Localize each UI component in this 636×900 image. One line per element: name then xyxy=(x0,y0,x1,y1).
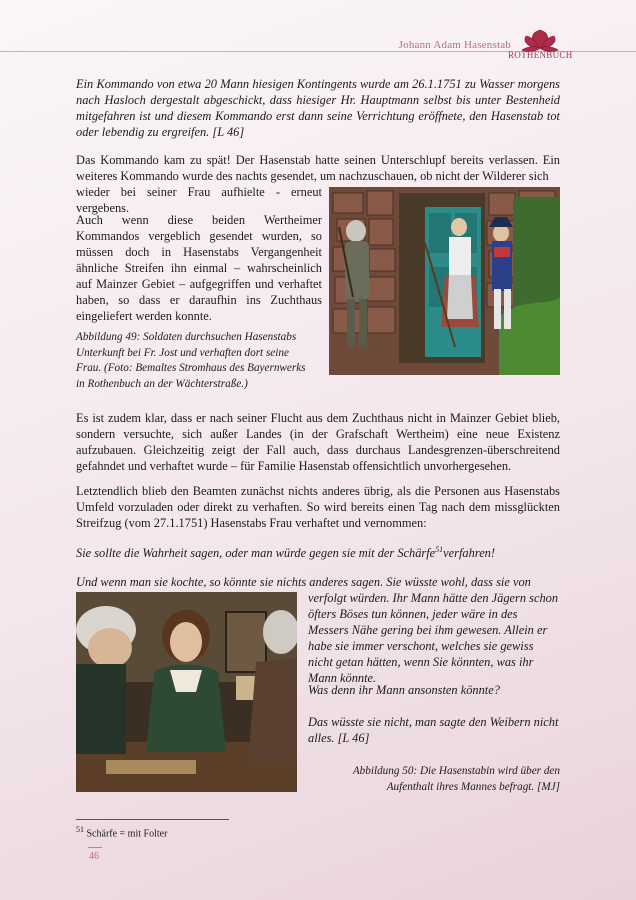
quote-paragraph-4: Was denn ihr Mann ansonsten könnte? xyxy=(308,683,500,697)
figure-50-image xyxy=(76,592,297,792)
page-number-rule xyxy=(88,847,102,848)
paragraph-1: Das Kommando kam zu spät! Der Hasenstab hatte seinen Unterschlupf bereits verlassen. Ein weiteres Kommando wurde des nachts gesendet, um nachzuschauen, ob nicht der Wilderer sich xyxy=(76,153,560,183)
quote-paragraph-2 xyxy=(76,542,560,561)
footnote-ref: 51 xyxy=(435,545,444,554)
figure-49-caption: Abbildung 49: Soldaten durchsuchen Hasenstabs Unterkunft bei Fr. Jost und verhaften dort seine Frau. (Foto: Bemaltes Stromhaus des Bayernwerks in Rothenbuch an der Wächterstraße.) xyxy=(76,331,306,390)
paragraph-4: Letztendlich blieb den Beamten zunächst nichts anderes übrig, als die Personen aus Hasenstabs Umfeld vorzuladen oder direkt zu verhaften. So wird bereits einen Tag nach dem missglückten Streifzug (vom 27.1.1751) Hasenstabs Frau verhaftet und vernommen: xyxy=(76,484,560,530)
running-title: Johann Adam Hasenstab xyxy=(398,39,511,51)
footnote xyxy=(76,825,167,839)
quote-paragraph-3: Und wenn man sie kochte, so könnte sie nichts anderes sagen. Sie wüsste wohl, dass sie von xyxy=(76,575,531,589)
quote-2-text: Sie sollte die Wahrheit sagen, oder man würde gegen sie mit der Schärfe xyxy=(76,546,436,561)
footnote-text: Schärfe = mit Folter xyxy=(84,828,168,840)
quote-2-text-end: verfahren! xyxy=(443,546,496,561)
figure-50-caption: Abbildung 50: Die Hasenstabin wird über den Aufenthalt ihres Mannes befragt. [MJ] xyxy=(352,765,560,793)
quote-paragraph-5: Das wüsste sie nicht, man sagte den Weibern nicht alles. [L 46] xyxy=(308,715,559,745)
logo-text: ROTHENBUCH xyxy=(508,50,573,60)
quote-paragraph-3-continued: verfolgt würden. Ihr Mann hätte den Jägern schon öfters Böses tun können, jeder wäre in des Messers Nähe gering bei ihm gewesen. Allein er habe sie immer verschont, welches sie gewiss nicht getan hätten, wenn Sie könnten, was ihr Mann könnte. xyxy=(308,591,559,685)
footnote-number: 51 xyxy=(76,825,84,834)
figure-49-image xyxy=(329,187,560,375)
paragraph-1-continued: wieder bei seiner Frau aufhielte - erneut vergebens. xyxy=(76,185,322,215)
paragraph-3: Es ist zudem klar, dass er nach seiner Flucht aus dem Zuchthaus nicht in Mainzer Gebiet blieb, sondern versuchte, sich außer Landes (in der Grafschaft Wertheim) eine neue Existenz aufzubauen. Gleichzeitig zeigt der Fall auch, dass durchaus Landesgrenzen-überschreitend gefahndet und verhaftet wurde – für Familie Hasenstab offensichtlich unvorhergesehen. xyxy=(76,411,560,473)
quote-paragraph-1: Ein Kommando von etwa 20 Mann hiesigen Kontingents wurde am 26.1.1751 zu Wasser morgens nach Hasloch dergestalt abgeschickt, dass hiesiger Hr. Hauptmann selbst bis unter Bestenheid mitgefahren ist und diesem Kommando erst dann seine Verrichtung eröffnete, den Hasenstab tot oder lebendig zu ergreifen. [L 46] xyxy=(76,77,560,139)
footnote-rule xyxy=(76,819,229,820)
paragraph-2: Auch wenn diese beiden Wertheimer Kommandos vergeblich gesendet wurden, so müssen doch in Hasenstabs Vergangenheit ähnliche Streifen ihn einmal – wahrscheinlich auf Mainzer Gebiet – aufgegriffen und verhaftet haben, so dass er daraufhin ins Zuchthaus eingeliefert werden konnte. xyxy=(76,213,322,323)
page-number: 46 xyxy=(89,851,99,862)
